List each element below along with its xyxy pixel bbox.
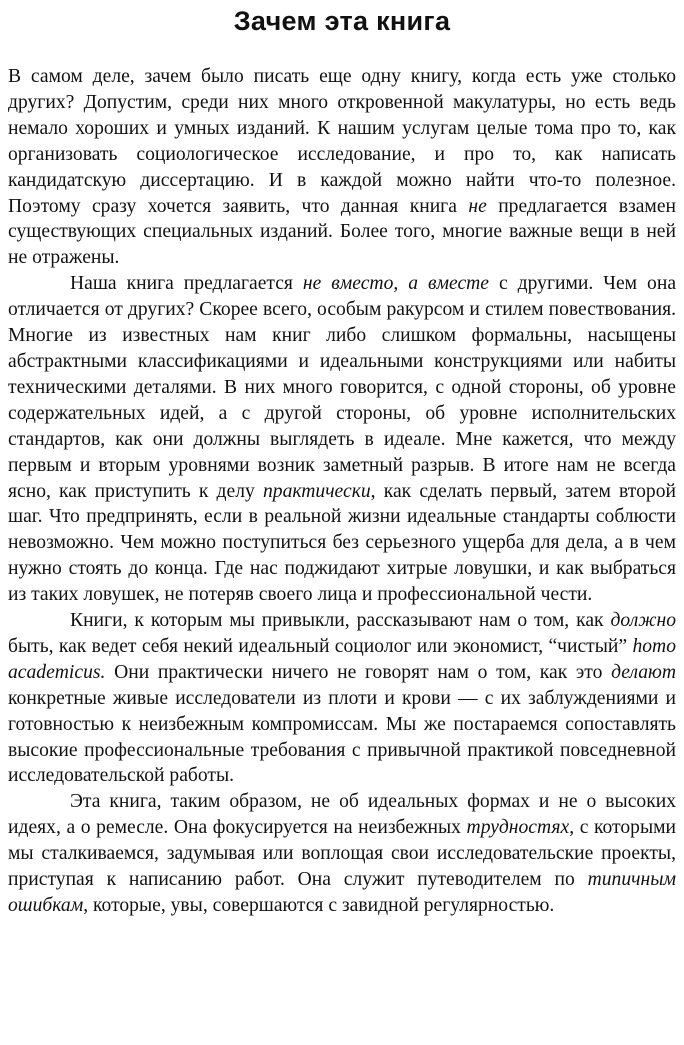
text-run: Наша книга предлагается [70, 273, 303, 295]
italic-run: типичным ошибкам [8, 869, 676, 916]
text-run: В самом деле, зачем было писать еще одну книгу, когда есть уже столько других? Допустим, среди них много откровенной макулатуры, но есть ведь немало хороших и умных изданий. К нашим услугам целые тома про то, как организовать социологическое исследование, и про то, как написать кандидатскую диссертацию. И в каждой можно найти что-то полезное. Поэтому сразу хочется заявить, что данная книга [8, 66, 676, 217]
text-run: , которые, увы, совершаются с завидной регулярностью. [83, 895, 555, 916]
italic-run: не [468, 195, 487, 217]
text-run: быть, как ведет себя некий идеальный социолог или экономист, “чистый” [8, 635, 633, 657]
text-run: предлагается взамен существующих специальных изданий. Более того, многие важные вещи в ней не отражены. [8, 195, 676, 269]
text-run: Эта книга, таким образом, не об идеальных формах и не о высоких идеях, а о ремесле. Она фокусируется на неизбежных [8, 791, 676, 839]
italic-run: практически [262, 480, 371, 502]
paragraph-3 [8, 608, 676, 789]
paragraph-4 [8, 789, 676, 919]
text-run: , с которыми мы сталкиваемся, задумывая или воплощая свои исследовательские проекты, приступая к написанию работ. Она служит путеводителем по [8, 817, 676, 891]
text-run: конкретные живые исследователи из плоти и крови — с их заблуждениями и готовностью к неизбежным компромиссам. Мы же постараемся сопоставлять высокие профессиональные требования с привычной практикой повседневной исследовательской работы. [8, 687, 676, 787]
text-run: Книги, к которым мы привыкли, рассказывают нам о том, как [70, 610, 611, 632]
chapter-body [8, 64, 676, 919]
text-run: Они практически ничего не говорят нам о том, как это [105, 661, 612, 683]
italic-run: делают [611, 661, 676, 683]
italic-run: не вместо, а вместе [302, 273, 490, 295]
italic-run: должно [610, 610, 676, 632]
paragraph-1 [8, 64, 676, 271]
italic-run: трудностях [466, 817, 570, 839]
text-run: с другими. Чем она отличается от других? Скорее всего, особым ракурсом и стилем повествования. Многие из известных нам книг либо слишком формальны, насыщены абстрактными классификациями и идеальными конструкциями или набиты техническими деталями. В них много говорится, с одной стороны, об уровне содержательных идей, а с другой стороны, об уровне исполнительских стандартов, как они должны выглядеть в идеале. Мне кажется, что между первым и вторым уровнями возник заметный разрыв. В итоге нам не всегда ясно, как приступить к делу [8, 273, 677, 502]
chapter-title: Зачем эта книга [233, 6, 451, 36]
text-run: , как сделать первый, затем второй шаг. Что предпринять, если в реальной жизни идеальные стандарты соблюсти невозможно. Чем можно поступиться без серьезного ущерба для дела, а в чем нужно стоять до конца. Где нас поджидают хитрые ловушки, и как выбраться из таких ловушек, не потеряв своего лица и профессиональной чести. [8, 480, 676, 606]
paragraph-2 [8, 271, 676, 608]
italic-run: homo academicus. [8, 635, 676, 683]
